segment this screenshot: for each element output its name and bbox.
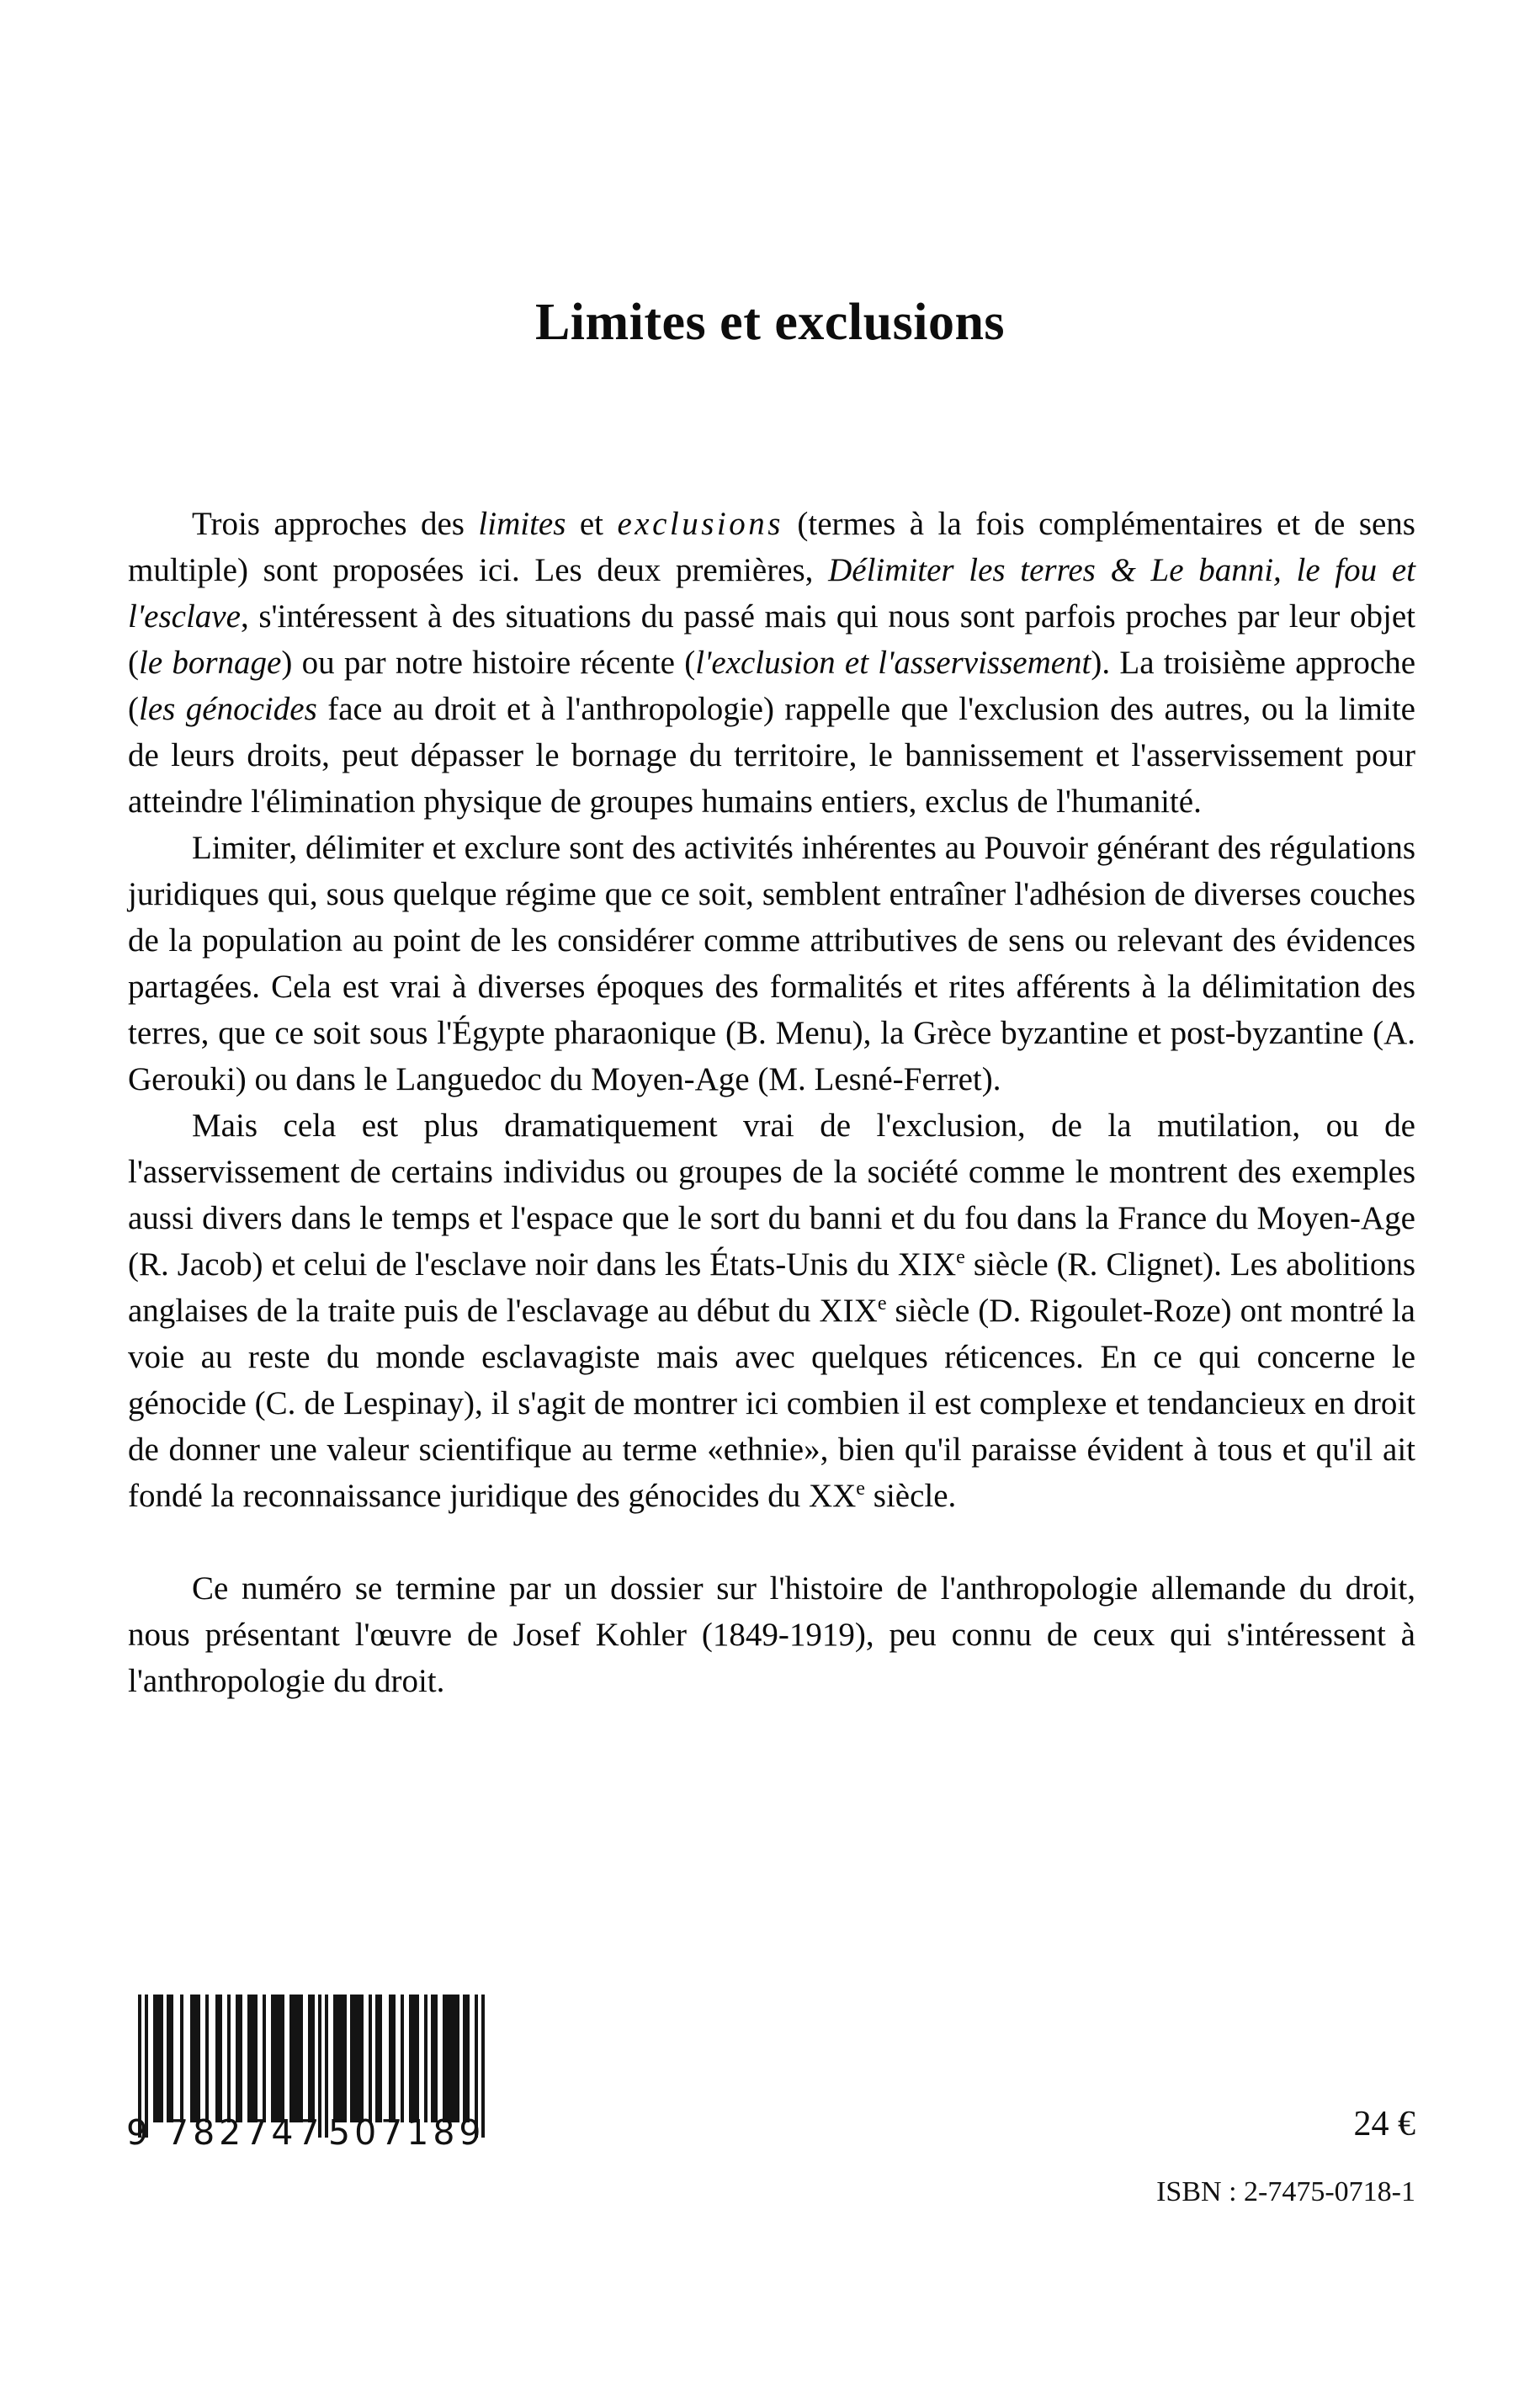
p3-ordinal-1: e [956,1246,965,1268]
barcode-left-group: 782747 [167,2112,324,2153]
p3-segment-1: Mais cela est plus dramatiquement vrai de l'exclusion, de la mutilation, ou de l'asservissement de certains individus ou groupes de la société comme le montrent des exemples aussi divers dans le temps et l'espace que le sort du banni et du fou dans la France du Moyen-Age (R. Jacob) et celui de l'esclave noir dans les États-Unis du XIX [128,1108,1415,1283]
p1-emphasis-exclusions: exclusions [617,506,783,542]
body-text-column [128,501,1415,1704]
p1-segment-5: ) ou par notre histoire récente ( [281,645,696,681]
p1-emphasis-limites: limites [478,506,566,542]
paragraph-1 [128,501,1415,825]
p1-segment-7: face au droit et à l'anthropologie) rappelle que l'exclusion des autres, ou la limite de leurs droits, peut dépasser le bornage du territoire, le bannissement et l'asservissement pour atteindre l'élimination physique de groupes humains entiers, exclus de l'humanité. [128,691,1415,820]
paragraph-4: Ce numéro se termine par un dossier sur l'histoire de l'anthropologie allemande du droit, nous présentant l'œuvre de Josef Kohler (1849-1919), peu connu de ceux qui s'intéressent à l'anthropologie du droit. [128,1570,1415,1699]
p1-segment-6: ). La troisième approche ( [128,645,1416,727]
p1-segment-2: et [566,506,618,542]
paragraph-3 [128,1102,1415,1519]
p1-segment-4: , s'intéressent à des situations du passé mais qui nous sont parfois proches par leur objet ( [128,598,1415,681]
p1-segment-1: Trois approches des [192,506,479,542]
isbn-label: ISBN : 2-7475-0718-1 [1156,2176,1415,2207]
p1-emphasis-bornage: le bornage [139,645,282,681]
barcode-lead-digit: 9 [126,2112,153,2153]
p1-emphasis-titles: Délimiter les terres & Le banni, le fou et l'esclave [128,552,1415,635]
price-label: 24 € [1353,2105,1415,2143]
p1-emphasis-exclusion-asservissement: l'exclusion et l'asservissement [695,645,1091,681]
p1-segment-3: (termes à la fois complémentaires et de sens multiple) sont proposées ici. Les deux premières, [128,506,1415,588]
p3-segment-3: siècle (D. Rigoulet-Roze) ont montré la voie au reste du monde esclavagiste mais avec quelques réticences. En ce qui concerne le génocide (C. de Lespinay), il s'agit de montrer ici combien il est complexe et tendancieux en droit de donner une valeur scientifique au terme «ethnie», bien qu'il paraisse évident à tous et qu'il ait fondé la reconnaissance juridique des génocides du XX [128,1293,1415,1514]
p3-segment-2: siècle (R. Clignet). Les abolitions anglaises de la traite puis de l'esclavage au début du XIX [128,1246,1415,1329]
p3-segment-4: siècle. [865,1478,957,1514]
paragraph-2: Limiter, délimiter et exclure sont des activités inhérentes au Pouvoir générant des régulations juridiques qui, sous quelque régime que ce soit, semblent entraîner l'adhésion de diverses couches de la population au point de les considérer comme attributives de sens ou relevant des évidences partagées. Cela est vrai à diverses époques des formalités et rites afférents à la délimitation des terres, que ce soit sous l'Égypte pharaonique (B. Menu), la Grèce byzantine et post-byzantine (A. Gerouki) ou dans le Languedoc du Moyen-Age (M. Lesné-Ferret). [128,830,1415,1097]
barcode-right-group: 507189 [328,2112,486,2153]
barcode-block [126,1995,513,2151]
p3-ordinal-2: e [877,1292,887,1315]
page-title: Limites et exclusions [534,293,1006,351]
barcode-digits [126,2112,513,2151]
p1-emphasis-genocides: les génocides [139,691,317,727]
p3-ordinal-3: e [856,1477,866,1500]
page-title-block [0,261,1540,383]
